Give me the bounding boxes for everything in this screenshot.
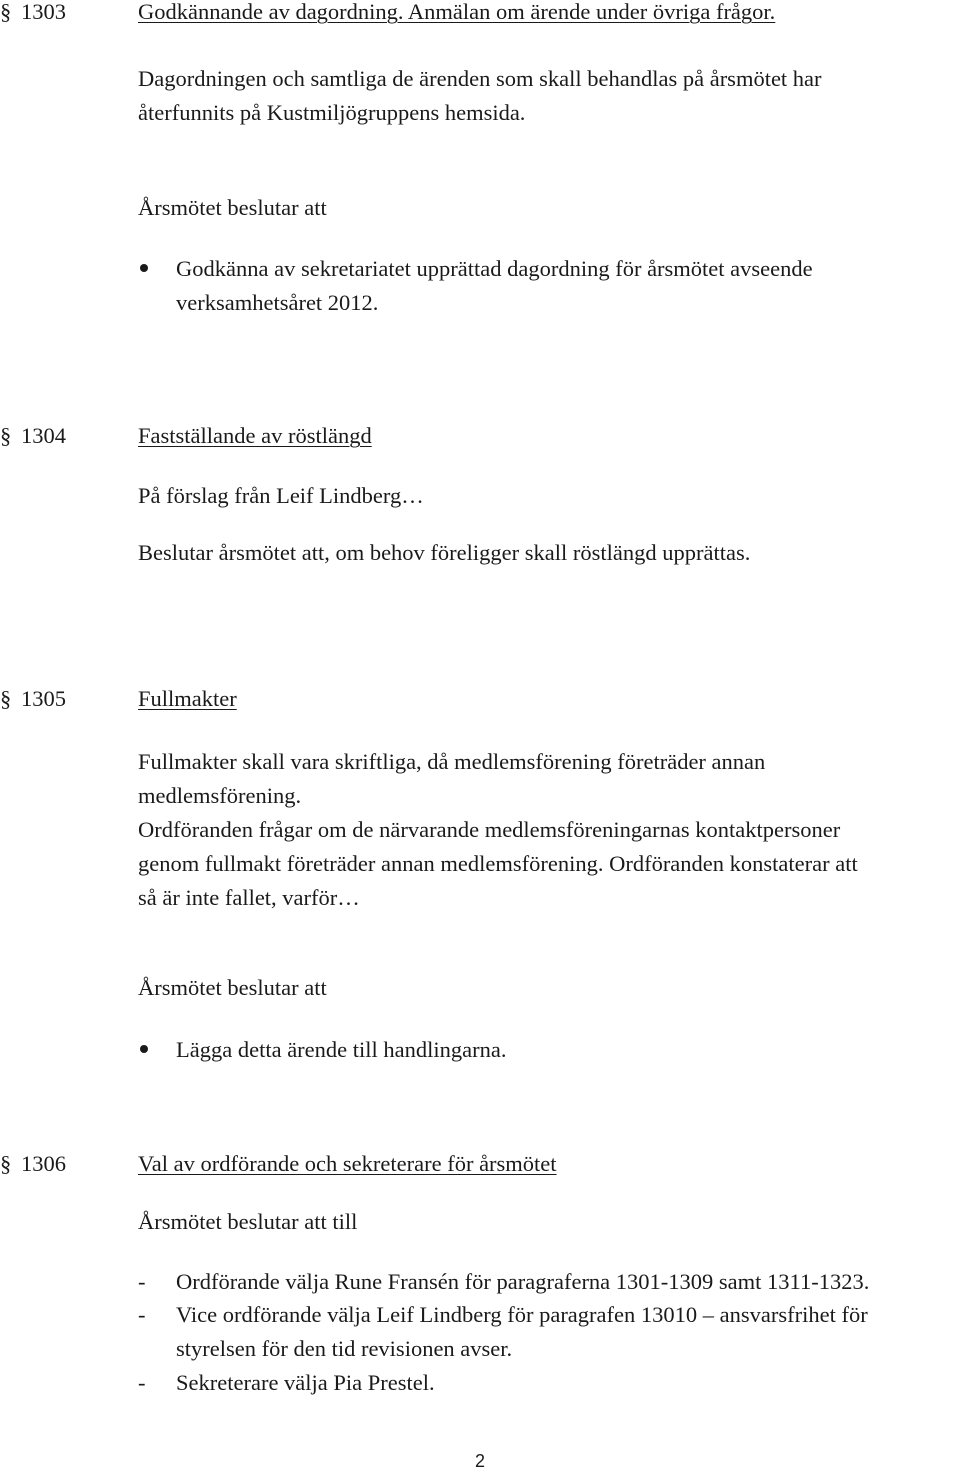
dash-marker: - (138, 1269, 146, 1294)
section-sign: § (0, 0, 12, 24)
body-line: Ordföranden frågar om de närvarande medlemsföreningarnas kontaktpersoner (138, 817, 841, 842)
body-line: Fullmakter skall vara skriftliga, då medlemsförening företräder annan (138, 749, 766, 774)
section-sign: § (0, 1151, 12, 1176)
body-line: genom fullmakt företräder annan medlemsförening. Ordföranden konstaterar att (138, 851, 858, 876)
section-title: Fullmakter (138, 686, 237, 711)
section-number: 1304 (21, 423, 66, 448)
dash-item-text: Ordförande välja Rune Fransén för paragraferna 1301-1309 samt 1311-1323. (176, 1269, 870, 1294)
bullet-text: verksamhetsåret 2012. (176, 290, 379, 315)
body-line: återfunnits på Kustmiljögruppens hemsida. (138, 100, 526, 125)
bullet-text: Lägga detta ärende till handlingarna. (176, 1037, 507, 1062)
dash-marker: - (138, 1370, 146, 1395)
section-sign: § (0, 686, 12, 711)
section-title: Fastställande av röstlängd (138, 423, 372, 448)
proposal-line: På förslag från Leif Lindberg… (138, 483, 424, 508)
decision-intro: Årsmötet beslutar att (138, 195, 327, 220)
decision-intro: Årsmötet beslutar att till (138, 1209, 358, 1234)
section-number: 1306 (21, 1151, 66, 1176)
bullet-marker (140, 1045, 148, 1053)
section-sign: § (0, 423, 12, 448)
body-line: så är inte fallet, varför… (138, 885, 360, 910)
dash-item-text: styrelsen för den tid revisionen avser. (176, 1336, 513, 1361)
section-number: 1305 (21, 686, 66, 711)
bullet-text: Godkänna av sekretariatet upprättad dagordning för årsmötet avseende (176, 256, 813, 281)
decision-intro: Årsmötet beslutar att (138, 975, 327, 1000)
decision-line: Beslutar årsmötet att, om behov föreligger skall röstlängd upprättas. (138, 540, 751, 565)
body-line: Dagordningen och samtliga de ärenden som skall behandlas på årsmötet har (138, 66, 822, 91)
section-number: 1303 (21, 0, 66, 24)
section-title: Val av ordförande och sekreterare för årsmötet (138, 1151, 557, 1176)
body-line: medlemsförening. (138, 783, 302, 808)
bullet-marker (140, 264, 148, 272)
dash-marker: - (138, 1302, 146, 1327)
section-title: Godkännande av dagordning. Anmälan om ärende under övriga frågor. (138, 0, 776, 24)
dash-item-text: Sekreterare välja Pia Prestel. (176, 1370, 435, 1395)
dash-item-text: Vice ordförande välja Leif Lindberg för paragrafen 13010 – ansvarsfrihet för (176, 1302, 868, 1327)
page-number: 2 (474, 1451, 485, 1471)
